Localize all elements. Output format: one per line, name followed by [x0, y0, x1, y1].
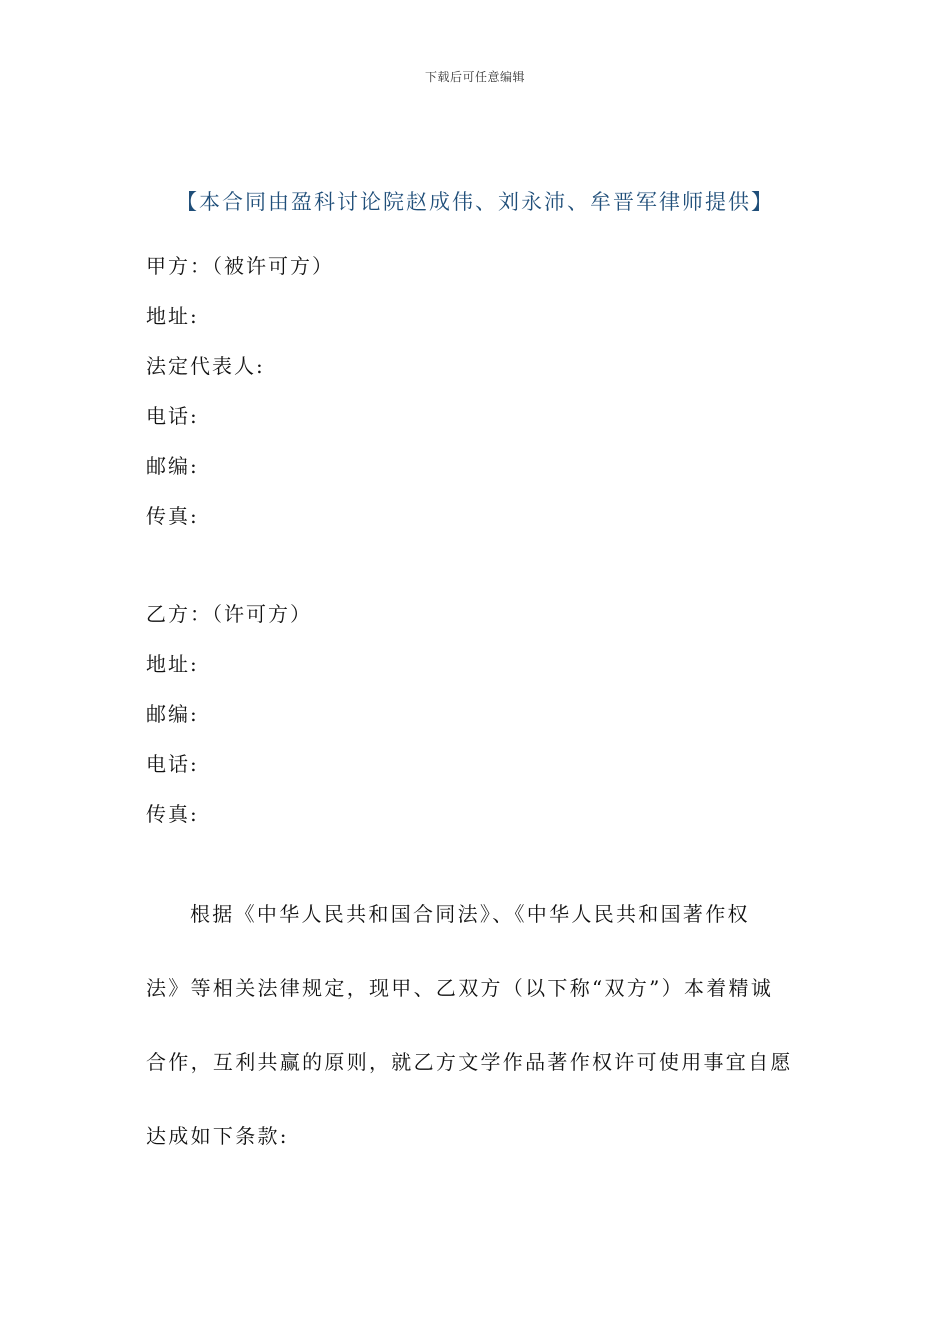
- party-a-postcode-label: 邮编:: [146, 454, 199, 478]
- preamble-line-2: 法》等相关法律规定，现甲、乙双方（以下称“双方”）本着精诚: [146, 976, 774, 1000]
- contract-banner: 【本合同由盈科讨论院赵成伟、刘永沛、牟晋军律师提供】: [176, 190, 774, 214]
- party-a-title: 甲方：（被许可方）: [146, 254, 334, 278]
- preamble-line-4: 达成如下条款:: [146, 1124, 289, 1148]
- party-b-address-label: 地址:: [146, 652, 199, 676]
- party-a-phone-label: 电话:: [146, 404, 199, 428]
- party-a-fax-label: 传真:: [146, 504, 199, 528]
- party-b-fax-label: 传真:: [146, 802, 199, 826]
- party-b-title: 乙方：（许可方）: [146, 602, 312, 626]
- preamble-line-1: 根据《中华人民共和国合同法》、《中华人民共和国著作权: [190, 902, 750, 926]
- party-b-postcode-label: 邮编:: [146, 702, 199, 726]
- header-note: 下载后可任意编辑: [424, 70, 525, 84]
- preamble-line-3: 合作，互利共赢的原则，就乙方文学作品著作权许可使用事宜自愿: [146, 1050, 793, 1074]
- party-a-legal-rep-label: 法定代表人:: [146, 354, 265, 378]
- party-a-address-label: 地址:: [146, 304, 199, 328]
- party-b-phone-label: 电话:: [146, 752, 199, 776]
